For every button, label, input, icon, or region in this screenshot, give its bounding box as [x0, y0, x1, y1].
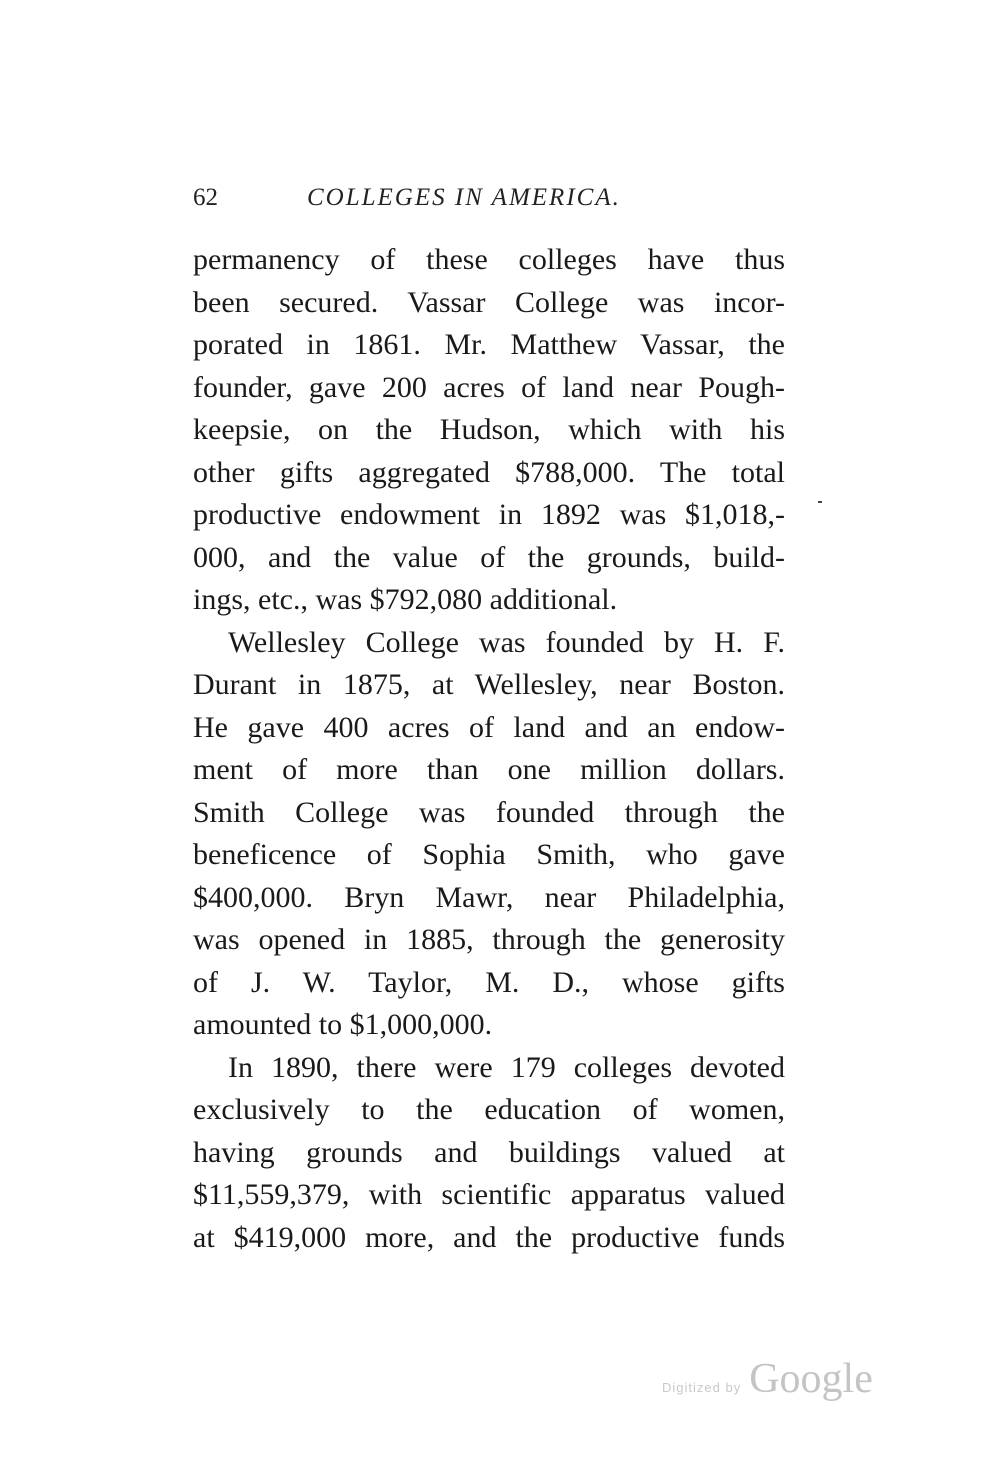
text-line: having grounds and buildings valued at — [193, 1136, 785, 1169]
page-header — [193, 184, 793, 218]
text-line: Smith College was founded through the — [193, 796, 785, 829]
text-line: $11,559,379, with scientific apparatus valued — [193, 1178, 785, 1211]
text-line: ment of more than one million dollars. — [193, 753, 785, 786]
text-line: Durant in 1875, at Wellesley, near Boston. — [193, 668, 785, 701]
ink-speck — [818, 501, 822, 503]
text-line: He gave 400 acres of land and an endow- — [193, 711, 785, 744]
text-line: porated in 1861. Mr. Matthew Vassar, the — [193, 328, 785, 361]
text-line: at $419,000 more, and the productive funds — [193, 1221, 785, 1254]
text-line: In 1890, there were 179 colleges devoted — [228, 1051, 785, 1084]
text-line: exclusively to the education of women, — [193, 1093, 785, 1126]
text-line: other gifts aggregated $788,000. The total — [193, 456, 785, 489]
text-line: beneficence of Sophia Smith, who gave — [193, 838, 785, 871]
text-line: amounted to $1,000,000. — [193, 1008, 493, 1041]
text-line: permanency of these colleges have thus — [193, 243, 785, 276]
text-line: keepsie, on the Hudson, which with his — [193, 413, 785, 446]
google-logo: Google — [749, 1356, 873, 1402]
text-line: Wellesley College was founded by H. F. — [228, 626, 785, 659]
text-line: ings, etc., was $792,080 additional. — [193, 583, 618, 616]
digitized-watermark — [662, 1355, 873, 1405]
text-line: was opened in 1885, through the generosity — [193, 923, 785, 956]
running-title: COLLEGES IN AMERICA. — [307, 184, 621, 211]
text-line: $400,000. Bryn Mawr, near Philadelphia, — [193, 881, 785, 914]
text-line: 000, and the value of the grounds, build- — [193, 541, 785, 574]
watermark-prefix: Digitized by — [662, 1380, 742, 1395]
text-line: productive endowment in 1892 was $1,018,- — [193, 498, 785, 531]
page-number: 62 — [193, 184, 218, 211]
text-line: of J. W. Taylor, M. D., whose gifts — [193, 966, 785, 999]
text-line: founder, gave 200 acres of land near Pough- — [193, 371, 785, 404]
text-line: been secured. Vassar College was incor- — [193, 286, 785, 319]
